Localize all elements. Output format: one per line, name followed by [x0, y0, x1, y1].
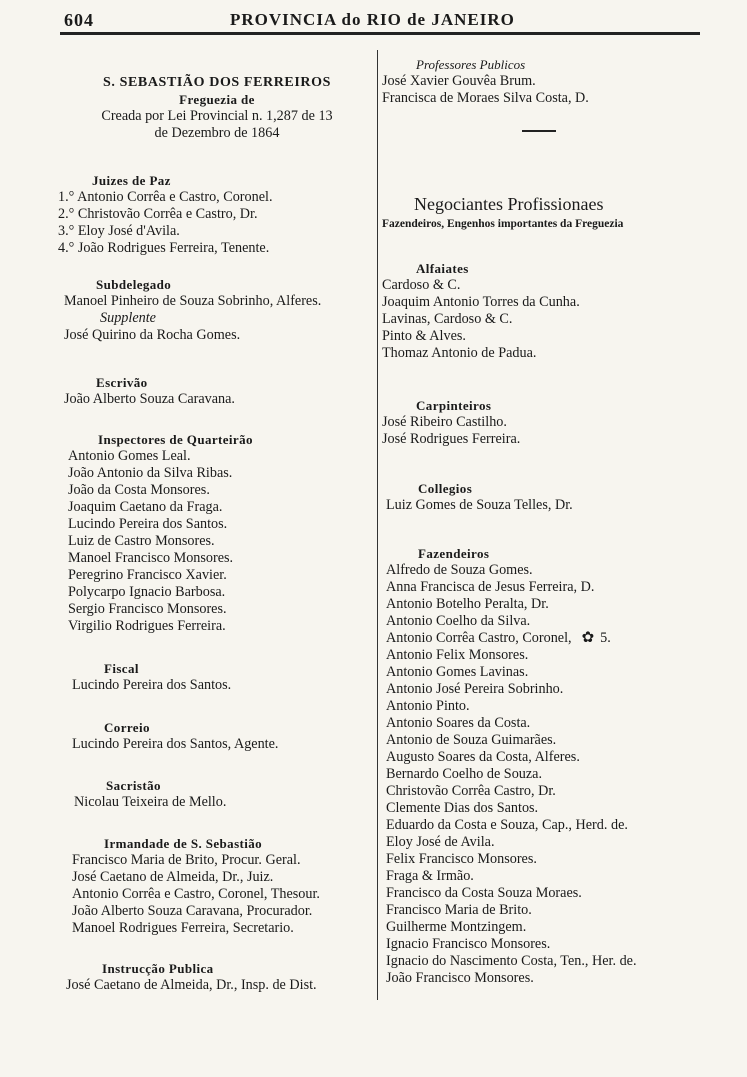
juizes-section	[58, 172, 376, 257]
section-heading: Fiscal	[104, 661, 139, 676]
list-item: Ignacio Francisco Monsores.	[386, 936, 551, 952]
list-item: Antonio Coelho da Silva.	[386, 613, 531, 629]
list-item: Thomaz Antonio de Padua.	[382, 345, 537, 361]
section-heading: Inspectores de Quarteirão	[98, 432, 253, 447]
engenho-count: 5.	[600, 630, 611, 646]
list-item: 4.° João Rodrigues Ferreira, Tenente.	[58, 240, 270, 256]
parish-title: S. SEBASTIÃO DOS FERREIROS	[103, 75, 331, 90]
section-heading: Fazendeiros	[418, 546, 490, 561]
inspectores-section	[58, 431, 376, 635]
list-item: Francisco Maria de Brito.	[386, 902, 532, 918]
list-item: Luiz de Castro Monsores.	[68, 533, 215, 549]
section-heading: Irmandade de S. Sebastião	[104, 836, 263, 851]
list-item: Fraga & Irmão.	[386, 868, 474, 884]
irmandade-list	[58, 852, 376, 937]
list-item: João Alberto Souza Caravana, Procurador.	[72, 903, 313, 919]
list-item: Bernardo Coelho de Souza.	[386, 766, 543, 782]
list-item: Felix Francisco Monsores.	[386, 851, 537, 867]
list-item: 3.° Eloy José d'Avila.	[58, 223, 180, 239]
list-item: Antonio Gomes Lavinas.	[386, 664, 529, 680]
escrivao-section	[58, 374, 376, 408]
list-item: Francisco Maria de Brito, Procur. Geral.	[72, 852, 301, 868]
creation-line: de Dezembro de 1864	[154, 125, 280, 141]
list-item: Antonio Soares da Costa.	[386, 715, 531, 731]
professores-section	[382, 56, 702, 107]
list-item: Clemente Dias dos Santos.	[386, 800, 539, 816]
list-item: Guilherme Montzingem.	[386, 919, 527, 935]
list-item: Antonio Felix Monsores.	[386, 647, 529, 663]
list-item: Antonio Corrêa e Castro, Coronel, Thesour.	[72, 886, 320, 902]
creation-line: Creada por Lei Provincial n. 1,287 de 13	[101, 108, 333, 124]
inspectores-list	[58, 448, 376, 635]
section-heading: Professores Publicos	[416, 57, 526, 72]
list-item: Peregrino Francisco Xavier.	[68, 567, 227, 583]
section-heading: Instrucção Publica	[102, 961, 214, 976]
column-divider	[377, 50, 378, 1000]
sacristao-section	[58, 777, 376, 811]
list-item: José Ribeiro Castilho.	[382, 414, 507, 430]
list-item: Manoel Pinheiro de Souza Sobrinho, Alferes.	[64, 293, 322, 309]
list-item: Antonio Botelho Peralta, Dr.	[386, 596, 549, 612]
list-item: Ignacio do Nascimento Costa, Ten., Her. de.	[386, 953, 637, 969]
section-heading: Alfaiates	[416, 261, 469, 276]
carpinteiros-section	[382, 397, 702, 448]
list-item: José Caetano de Almeida, Dr., Juiz.	[72, 869, 274, 885]
section-heading: Subdelegado	[96, 277, 172, 292]
list-item: Eloy José de Avila.	[386, 834, 495, 850]
list-item: Francisco da Costa Souza Moraes.	[386, 885, 582, 901]
section-title: Negociantes Profissionaes	[414, 194, 604, 214]
list-item: Christovão Corrêa Castro, Dr.	[386, 783, 556, 799]
list-item: Antonio Gomes Leal.	[68, 448, 191, 464]
collegios-section	[382, 480, 702, 514]
section-heading: Carpinteiros	[416, 398, 492, 413]
list-item: Antonio José Pereira Sobrinho.	[386, 681, 564, 697]
instruccao-section	[58, 960, 376, 994]
list-item: Eduardo da Costa e Souza, Cap., Herd. de.	[386, 817, 628, 833]
list-item: Lucindo Pereira dos Santos, Agente.	[72, 736, 279, 752]
list-item: João Antonio da Silva Ribas.	[68, 465, 233, 481]
section-heading: Juizes de Paz	[92, 173, 171, 188]
running-title: PROVINCIA do RIO de JANEIRO	[230, 10, 515, 29]
section-heading: Correio	[104, 720, 150, 735]
list-item: 1.° Antonio Corrêa e Castro, Coronel.	[58, 189, 273, 205]
section-heading: Sacristão	[106, 778, 161, 793]
parish-subtitle: Freguezia de	[179, 92, 255, 107]
negociantes-section	[382, 192, 702, 233]
list-item: Augusto Soares da Costa, Alferes.	[386, 749, 580, 765]
list-item: José Xavier Gouvêa Brum.	[382, 73, 536, 89]
list-item	[386, 630, 702, 647]
list-item: Luiz Gomes de Souza Telles, Dr.	[386, 497, 573, 513]
list-item: Pinto & Alves.	[382, 328, 466, 344]
list-item: Nicolau Teixeira de Mello.	[74, 794, 227, 810]
list-item: Polycarpo Ignacio Barbosa.	[68, 584, 226, 600]
list-item: Joaquim Antonio Torres da Cunha.	[382, 294, 580, 310]
correio-section	[58, 719, 376, 753]
list-item: João Francisco Monsores.	[386, 970, 534, 986]
supplente-label: Supplente	[100, 310, 156, 326]
list-item: José Rodrigues Ferreira.	[382, 431, 521, 447]
list-item: Lucindo Pereira dos Santos.	[68, 516, 228, 532]
list-item: Antonio Pinto.	[386, 698, 470, 714]
fiscal-section	[58, 660, 376, 694]
list-item: Sergio Francisco Monsores.	[68, 601, 227, 617]
list-item: Anna Francisca de Jesus Ferreira, D.	[386, 579, 595, 595]
fazendeiros-list	[382, 562, 702, 987]
page-header	[60, 8, 700, 35]
engenho-icon: ✿	[581, 630, 595, 646]
list-item: Joaquim Caetano da Fraga.	[68, 499, 223, 515]
irmandade-section	[58, 835, 376, 937]
list-item: Manoel Rodrigues Ferreira, Secretario.	[72, 920, 294, 936]
alfaiates-section	[382, 260, 702, 362]
fazendeiros-section	[382, 545, 702, 987]
list-item: José Quirino da Rocha Gomes.	[64, 327, 241, 343]
section-heading: Escrivão	[96, 375, 148, 390]
list-item: 2.° Christovão Corrêa e Castro, Dr.	[58, 206, 258, 222]
list-item-text: Antonio Corrêa Castro, Coronel,	[386, 630, 572, 646]
section-rule	[522, 130, 556, 132]
list-item: Lavinas, Cardoso & C.	[382, 311, 513, 327]
list-item: João Alberto Souza Caravana.	[64, 391, 235, 407]
section-heading: Collegios	[418, 481, 473, 496]
list-item: Francisca de Moraes Silva Costa, D.	[382, 90, 589, 106]
list-item: João da Costa Monsores.	[68, 482, 210, 498]
list-item: Lucindo Pereira dos Santos.	[72, 677, 232, 693]
page-number: 604	[64, 10, 94, 30]
list-item: Alfredo de Souza Gomes.	[386, 562, 533, 578]
parish-title-block	[58, 74, 376, 142]
subdelegado-section	[58, 276, 376, 344]
list-item: Manoel Francisco Monsores.	[68, 550, 234, 566]
list-item: Cardoso & C.	[382, 277, 461, 293]
list-item: Antonio de Souza Guimarães.	[386, 732, 557, 748]
section-subtitle: Fazendeiros, Engenhos importantes da Freguezia	[382, 218, 624, 230]
list-item: Virgilio Rodrigues Ferreira.	[68, 618, 226, 634]
list-item: José Caetano de Almeida, Dr., Insp. de Dist.	[66, 977, 317, 993]
